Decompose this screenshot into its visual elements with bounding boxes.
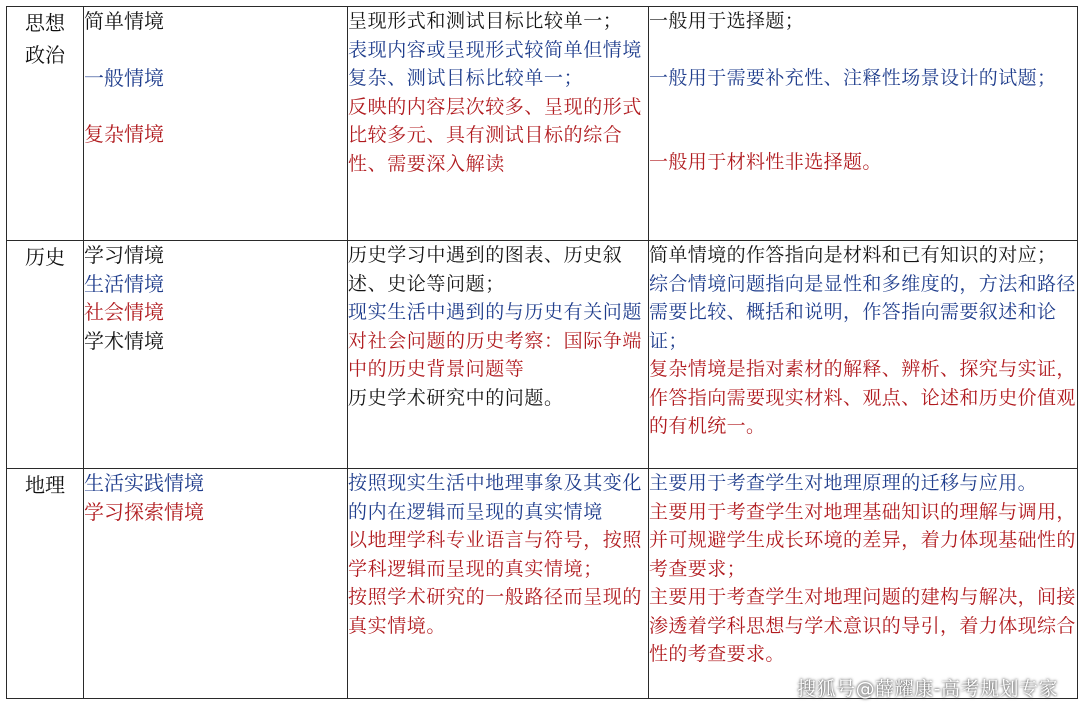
subject-cell — [7, 469, 84, 699]
situation-type-cell — [84, 7, 348, 241]
description-text: 历史学习中遇到的图表、历史叙述、史论等问题； — [348, 244, 623, 295]
description-text: 按照学术研究的一般路径而呈现的真实情境。 — [348, 586, 643, 637]
description-text: 反映的内容层次较多、呈现的形式比较多元、具有测试目标的综合性、需要深入解读 — [348, 95, 643, 175]
situation-type: 简单情境 — [84, 9, 164, 33]
usage-text: 综合情境问题指向是显性和多维度的，方法和路径需要比较、概括和说明，作答指向需要叙述和论证； — [649, 272, 1076, 352]
subject-label: 历史 — [25, 245, 65, 269]
watermark: 搜狐号@薛耀康-高考规划专家 — [797, 678, 1058, 700]
situation-type: 学习探索情境 — [84, 499, 204, 524]
subject-cell — [7, 7, 84, 241]
situation-type: 社会情境 — [84, 300, 164, 324]
usage-text: 复杂情境是指对素材的解释、辨析、探究与实证，作答指向需要现实材料、观点、论述和历史价值观的有机统一。 — [649, 358, 1076, 437]
description-cell — [348, 469, 649, 699]
situation-type: 复杂情境 — [84, 122, 164, 146]
description-cell — [348, 7, 649, 241]
subject-label: 思想政治 — [25, 11, 65, 67]
description-text: 历史学术研究中的问题。 — [348, 386, 564, 409]
table-row-politics — [7, 7, 1078, 241]
description-cell — [348, 241, 649, 469]
description-text: 呈现形式和测试目标比较单一； — [348, 10, 623, 32]
usage-cell — [649, 469, 1078, 699]
subject-label: 地理 — [25, 473, 65, 497]
situation-type: 学习情境 — [84, 243, 164, 267]
table-row-geography — [7, 469, 1078, 699]
situation-type: 生活实践情境 — [84, 471, 204, 495]
usage-text: 一般用于选择题； — [649, 10, 805, 32]
situation-type: 生活情境 — [84, 271, 164, 296]
usage-text: 主要用于考查学生对地理原理的迁移与应用。 — [649, 472, 1038, 494]
usage-text: 主要用于考查学生对地理基础知识的理解与调用，并可规避学生成长环境的差异，着力体现基础性的考查要求； — [649, 500, 1076, 580]
usage-text: 一般用于需要补充性、注释性场景设计的试题； — [649, 66, 1057, 89]
subject-cell — [7, 241, 84, 469]
usage-text: 主要用于考查学生对地理问题的建构与解决，间接渗透着学科思想与学术意识的导引，着力体现综合性的考查要求。 — [649, 586, 1076, 665]
usage-cell — [649, 241, 1078, 469]
usage-text: 简单情境的作答指向是材料和已有知识的对应； — [649, 244, 1057, 266]
situation-type: 一般情境 — [84, 65, 164, 90]
usage-text: 一般用于材料性非选择题。 — [649, 151, 882, 173]
description-text: 按照现实生活中地理事象及其变化的内在逻辑而呈现的真实情境 — [348, 472, 643, 523]
situation-type-cell — [84, 241, 348, 469]
situation-type-cell — [84, 469, 348, 699]
comparison-table — [6, 6, 1078, 699]
table-row-history — [7, 241, 1078, 469]
description-text: 以地理学科专业语言与符号，按照学科逻辑而呈现的真实情境； — [348, 529, 643, 580]
situation-type: 学术情境 — [84, 328, 164, 353]
usage-cell — [649, 7, 1078, 241]
description-text: 现实生活中遇到的与历史有关问题 — [348, 301, 643, 323]
description-text: 对社会问题的历史考察：国际争端中的历史背景问题等 — [348, 329, 643, 380]
description-text: 表现内容或呈现形式较简单但情境复杂、测试目标比较单一； — [348, 38, 643, 89]
